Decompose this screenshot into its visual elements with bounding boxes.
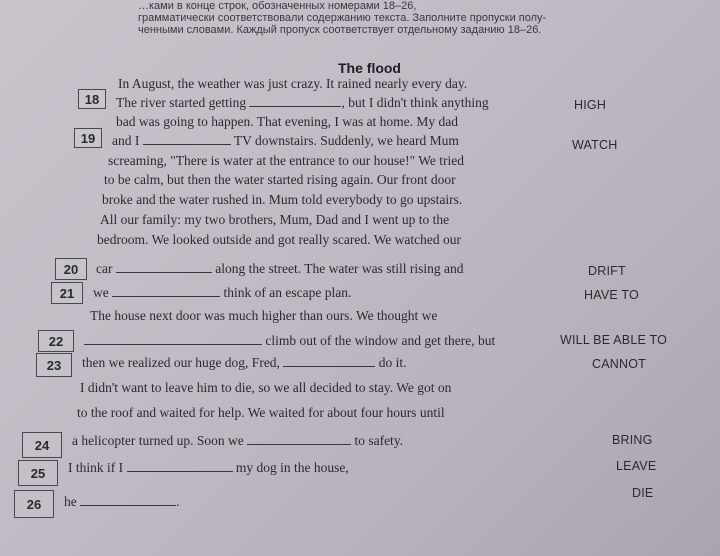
text-line	[112, 133, 459, 149]
text-fragment: my dog in the house,	[235, 460, 349, 475]
task-number-19: 19	[74, 128, 102, 148]
text-fragment: climb out of the window and get there, but	[265, 333, 496, 348]
task-number-23: 23	[36, 353, 72, 377]
text-fragment: car	[96, 261, 113, 276]
keyword-18: HIGH	[574, 98, 607, 112]
text-fragment: think of an escape plan.	[223, 285, 352, 300]
gap-19-blank[interactable]	[143, 134, 231, 145]
task-number-24: 24	[22, 432, 62, 458]
text-line: to be calm, but then the water started rising again. Our front door	[104, 172, 456, 187]
text-fragment: then we realized our huge dog, Fred,	[82, 355, 280, 370]
task-number-21: 21	[51, 282, 83, 304]
text-line: I didn't want to leave him to die, so we all decided to stay. We got on	[80, 380, 452, 395]
text-fragment: and I	[112, 133, 140, 148]
text-fragment: .	[176, 494, 180, 509]
instruction-line: грамматически соответствовали содержанию текста. Заполните пропуски полу-	[138, 12, 547, 24]
text-line	[72, 433, 403, 449]
text-line	[64, 494, 180, 510]
text-line	[96, 261, 464, 277]
gap-25-blank[interactable]	[127, 461, 233, 472]
instruction-line: ченными словами. Каждый пропуск соответствует отдельному заданию 18–26.	[138, 24, 542, 36]
keyword-22: WILL BE ABLE TO	[560, 333, 667, 347]
text-line	[116, 95, 489, 111]
text-fragment: I think if I	[68, 460, 124, 475]
task-number-22: 22	[38, 330, 74, 352]
gap-24-blank[interactable]	[247, 434, 351, 445]
text-line: broke and the water rushed in. Mum told everybody to go upstairs.	[102, 192, 463, 207]
task-number-26: 26	[14, 490, 54, 518]
text-line	[68, 460, 349, 476]
text-fragment: he	[64, 494, 77, 509]
text-fragment: a helicopter turned up. Soon we	[72, 433, 244, 448]
text-line: The house next door was much higher than ours. We thought we	[90, 308, 438, 323]
gap-20-blank[interactable]	[116, 262, 212, 273]
task-number-18: 18	[78, 89, 106, 109]
text-fragment: The river started getting	[116, 95, 247, 110]
text-line	[93, 285, 351, 301]
text-line	[82, 355, 406, 371]
gap-23-blank[interactable]	[283, 356, 375, 367]
task-number-20: 20	[55, 258, 87, 280]
text-fragment: we	[93, 285, 109, 300]
text-fragment: along the street. The water was still rising and	[215, 261, 464, 276]
text-line: In August, the weather was just crazy. It rained nearly every day.	[118, 76, 468, 91]
keyword-25: LEAVE	[616, 459, 657, 473]
keyword-21: HAVE TO	[584, 288, 639, 302]
text-line: All our family: my two brothers, Mum, Dad and I went up to the	[100, 212, 450, 227]
gap-26-blank[interactable]	[80, 495, 176, 506]
text-title: The flood	[338, 60, 401, 76]
text-fragment: do it.	[378, 355, 407, 370]
text-line: bedroom. We looked outside and got really scared. We watched our	[97, 232, 461, 247]
keyword-23: CANNOT	[592, 357, 646, 371]
keyword-19: WATCH	[572, 138, 618, 152]
text-fragment: , but I didn't think anything	[341, 95, 489, 110]
task-instructions	[138, 0, 698, 36]
text-fragment: to safety.	[354, 433, 404, 448]
text-line: screaming, "There is water at the entrance to our house!" We tried	[108, 153, 465, 168]
text-fragment: TV downstairs. Suddenly, we heard Mum	[233, 133, 459, 148]
text-line: to the roof and waited for help. We waited for about four hours until	[77, 405, 445, 420]
keyword-24: BRING	[612, 433, 653, 447]
keyword-26: DIE	[632, 486, 654, 500]
gap-18-blank[interactable]	[249, 96, 341, 107]
text-line: bad was going to happen. That evening, I was at home. My dad	[116, 114, 459, 129]
keyword-20: DRIFT	[588, 264, 626, 278]
text-line	[84, 333, 495, 349]
gap-22-blank[interactable]	[84, 334, 262, 345]
task-number-25: 25	[18, 460, 58, 486]
gap-21-blank[interactable]	[112, 286, 220, 297]
instruction-line: …ками в конце строк, обозначенных номерами 18–26,	[138, 0, 417, 12]
